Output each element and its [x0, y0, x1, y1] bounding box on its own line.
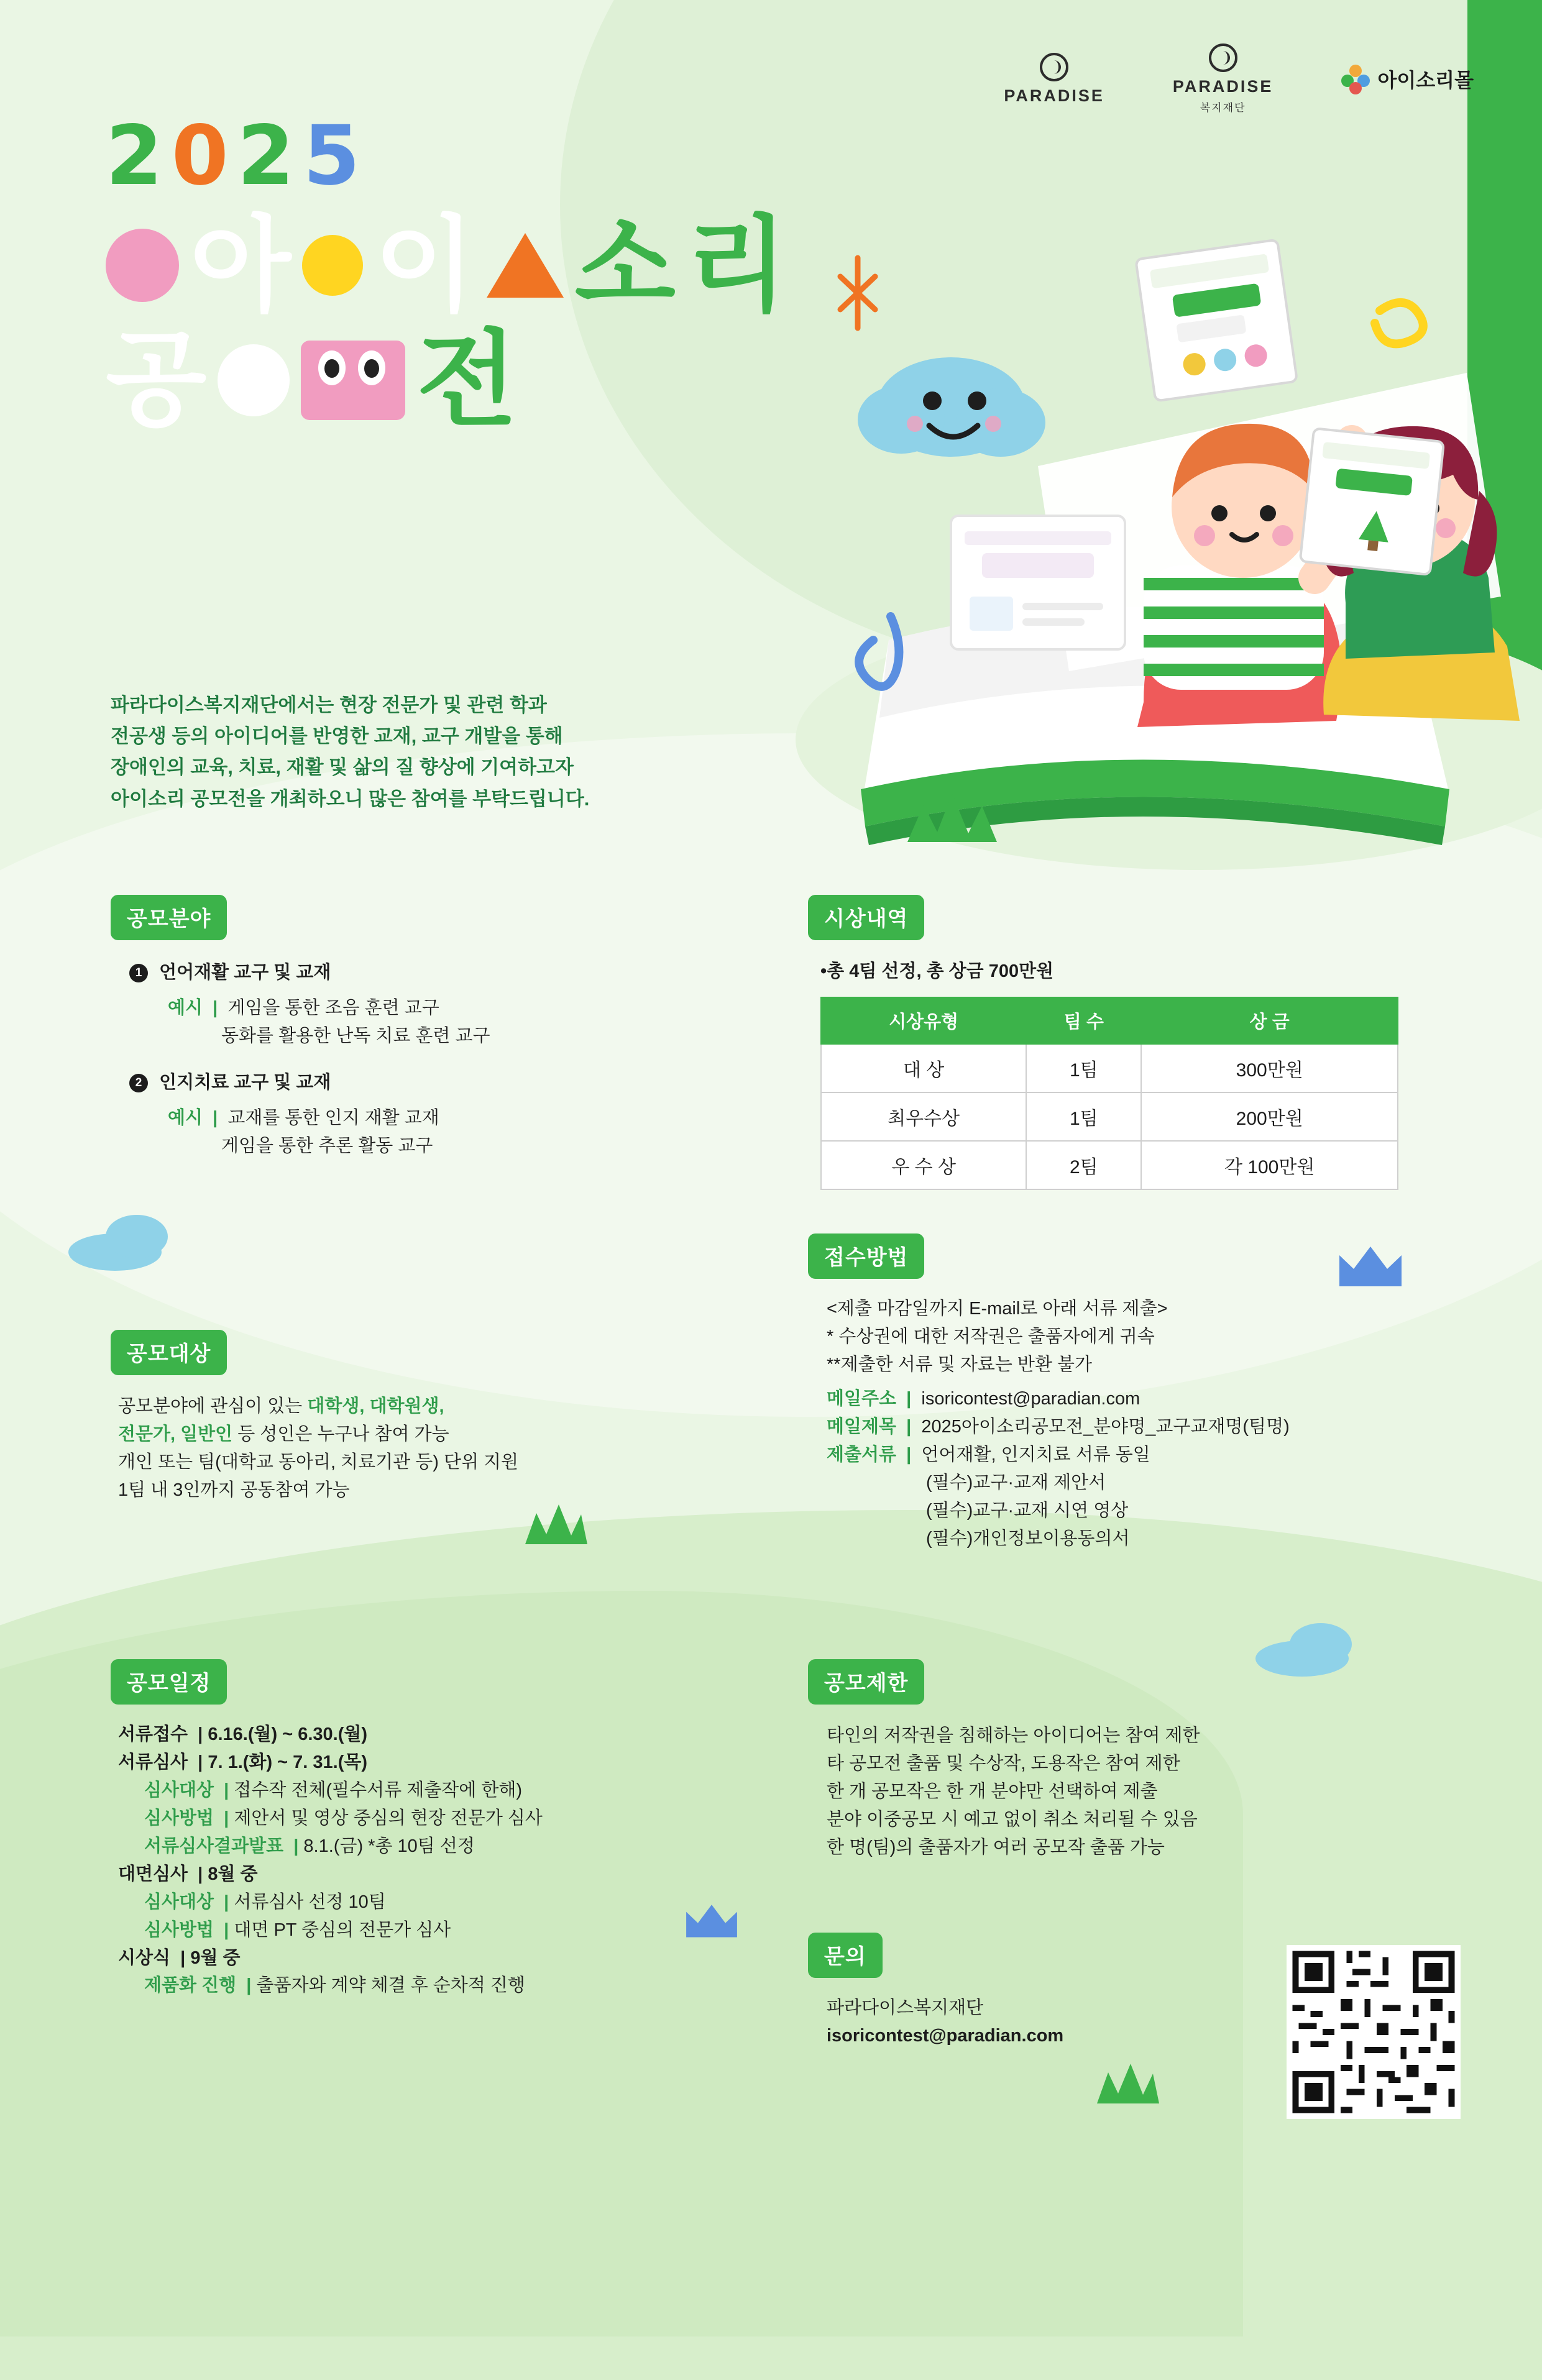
schedule-row: 시상식 | 9월 중 — [118, 1947, 241, 1968]
intro-line-1: 파라다이스복지재단에서는 현장 전문가 및 관련 학과 — [111, 694, 547, 716]
title-deco-eyes — [301, 341, 405, 420]
field-item-2-example-2: 게임을 통한 추론 활동 교구 — [221, 1135, 433, 1156]
prize-note: •총 4팀 선정, 총 상금 700만원 — [820, 961, 1054, 981]
schedule-row: 심사대상 | 서류심사 선정 10팀 — [144, 1892, 386, 1912]
grass-decoration-2 — [1094, 2063, 1162, 2107]
field-item-1: 1 언어재활 교구 및 교재 예시 | 게임을 통한 조음 훈련 교구 동화를 활용한 난독 치료 훈련 교구 — [129, 959, 763, 1050]
target-line-4: 1팀 내 3인까지 공동참여 가능 — [118, 1480, 350, 1500]
logo-paradise — [1004, 53, 1104, 106]
field-item-2: 2 인지치료 교구 및 교재 예시 | 교재를 통한 인지 재활 교재 게임을 통한 추론 활동 교구 — [129, 1069, 763, 1160]
schedule-row-key: 심사대상 — [144, 1892, 214, 1912]
schedule-row: 서류심사결과발표 | 8.1.(금) *총 10팀 선정 — [144, 1836, 475, 1856]
apply-doc-2: (필수)교구·교재 시연 영상 — [926, 1500, 1129, 1521]
schedule-row: 대면심사 | 8월 중 — [118, 1864, 258, 1884]
schedule-row-value: 서류심사 선정 10팀 — [234, 1892, 386, 1912]
logo-isorimall-label: 아이소리몰 — [1377, 69, 1474, 91]
intro-line-3: 장애인의 교육, 치료, 재활 및 삶의 질 향상에 기여하고자 — [111, 756, 574, 779]
schedule-row-key: 시상식 — [118, 1947, 171, 1968]
children-reading-illustration — [746, 168, 1529, 889]
target-line-2 — [118, 1421, 763, 1449]
section-target — [111, 1330, 763, 1504]
title-line-2: 공 전 — [106, 321, 518, 439]
target-line-2-post: 등 성인은 누구나 참여 가능 — [232, 1424, 449, 1444]
intro-line-2: 전공생 등의 아이디어를 반영한 교재, 교구 개발을 통해 — [111, 725, 563, 748]
apply-subject-value: 2025아이소리공모전_분야명_교구교재명(팀명) — [921, 1416, 1290, 1437]
prize-col-amount: 상 금 — [1141, 997, 1398, 1044]
poster-title — [106, 108, 788, 439]
logo-paradise-welfare-sub: 복지재단 — [1200, 102, 1246, 114]
schedule-row-value: 9월 중 — [190, 1947, 241, 1968]
prize-cell-type: 대 상 — [821, 1044, 1026, 1092]
qr-code[interactable] — [1287, 1945, 1461, 2119]
section-prize — [808, 895, 1461, 1190]
intro-paragraph — [111, 690, 589, 815]
field-item-1-example-2: 동화를 활용한 난독 치료 훈련 교구 — [221, 1025, 490, 1046]
title-year: 2 0 2 5 — [106, 108, 360, 204]
schedule-row-value: 출품자와 계약 체결 후 순차적 진행 — [256, 1975, 525, 1996]
target-line-3: 개인 또는 팀(대학교 동아리, 치료기관 등) 단위 지원 — [118, 1452, 519, 1472]
section-contact-label: 문의 — [808, 1933, 883, 1978]
schedule-row: 서류심사 | 7. 1.(화) ~ 7. 31.(목) — [118, 1752, 368, 1772]
table-row — [821, 1044, 1398, 1092]
field-item-1-title: 언어재활 교구 및 교재 — [159, 963, 331, 982]
prize-table — [820, 997, 1398, 1190]
section-schedule-label: 공모일정 — [111, 1659, 227, 1705]
section-schedule — [111, 1659, 813, 2000]
apply-note-2: * 수상권에 대한 저작권은 출품자에게 귀속 — [827, 1326, 1155, 1347]
isori-star-icon — [1341, 65, 1370, 93]
prize-col-teams: 팀 수 — [1026, 997, 1141, 1044]
apply-subject-row: 메일제목 | 2025아이소리공모전_분야명_교구교재명(팀명) — [827, 1416, 1290, 1437]
section-target-label: 공모대상 — [111, 1330, 227, 1375]
schedule-row-value: 8.1.(금) *총 10팀 선정 — [303, 1836, 475, 1856]
field-item-2-title: 인지치료 교구 및 교재 — [159, 1072, 331, 1092]
prize-cell-amount: 200만원 — [1141, 1092, 1398, 1141]
apply-docs-value: 언어재활, 인지치료 서류 동일 — [921, 1444, 1150, 1465]
restriction-line-1: 타인의 저작권을 침해하는 아이디어는 참여 제한 — [827, 1726, 1200, 1746]
section-restriction-label: 공모제한 — [808, 1659, 924, 1705]
schedule-row-key: 서류접수 — [118, 1724, 188, 1744]
apply-docs-row: 제출서류 | 언어재활, 인지치료 서류 동일 — [827, 1444, 1150, 1465]
contact-email[interactable]: isoricontest@paradian.com — [827, 2025, 1064, 2046]
prize-cell-teams: 2팀 — [1026, 1141, 1141, 1189]
paradise-welfare-mark-icon — [1209, 43, 1237, 72]
field-item-1-number: 1 — [129, 964, 148, 982]
intro-line-4: 아이소리 공모전을 개최하오니 많은 참여를 부탁드립니다. — [111, 787, 590, 810]
schedule-row-key: 서류심사결과발표 — [144, 1836, 284, 1856]
title-line-1: 아 이 소 리 — [106, 211, 787, 320]
schedule-row-key: 제품화 진행 — [144, 1975, 237, 1996]
section-field-label: 공모분야 — [111, 895, 227, 940]
prize-cell-amount: 각 100만원 — [1141, 1141, 1398, 1189]
title-deco-pink-dot — [106, 229, 179, 302]
field-item-1-example-1: 게임을 통한 조음 훈련 교구 — [227, 997, 439, 1018]
apply-docs-key: 제출서류 — [827, 1444, 897, 1465]
schedule-row-key: 심사방법 — [144, 1808, 214, 1828]
section-contact — [808, 1933, 1367, 2050]
title-deco-yellow-dot — [302, 235, 363, 296]
field-item-1-example-label: 예시 — [168, 997, 203, 1018]
schedule-row: 제품화 진행 | 출품자와 계약 체결 후 순차적 진행 — [144, 1975, 525, 1996]
grass-decoration-1 — [522, 1504, 590, 1547]
logo-paradise-welfare-label: PARADISE — [1172, 77, 1274, 96]
logo-paradise-welfare — [1173, 43, 1274, 114]
schedule-row-key: 심사방법 — [144, 1920, 214, 1940]
cloud-decoration-left-2 — [106, 1215, 168, 1258]
schedule-row: 심사대상 | 접수작 전체(필수서류 제출작에 한해) — [144, 1780, 523, 1800]
section-field — [111, 895, 763, 1160]
schedule-row-key: 심사대상 — [144, 1780, 214, 1800]
logo-isorimall — [1341, 65, 1474, 93]
title-deco-orange-triangle — [487, 233, 564, 298]
schedule-row-value: 6.16.(월) ~ 6.30.(월) — [208, 1724, 368, 1744]
table-row — [821, 1141, 1398, 1189]
table-row — [821, 1092, 1398, 1141]
restriction-line-3: 한 개 공모작은 한 개 분야만 선택하여 제출 — [827, 1781, 1158, 1801]
schedule-row: 서류접수 | 6.16.(월) ~ 6.30.(월) — [118, 1724, 368, 1744]
schedule-row-key: 서류심사 — [118, 1752, 188, 1772]
schedule-row-value: 대면 PT 중심의 전문가 심사 — [234, 1920, 451, 1940]
target-line-2-green: 전문가, 일반인 — [118, 1424, 233, 1444]
schedule-row: 심사방법 | 제안서 및 영상 중심의 현장 전문가 심사 — [144, 1808, 543, 1828]
section-prize-label: 시상내역 — [808, 895, 924, 940]
target-line-1-green: 대학생, 대학원생, — [307, 1396, 444, 1416]
logo-paradise-label: PARADISE — [1004, 86, 1104, 105]
apply-doc-3: (필수)개인정보이용동의서 — [926, 1528, 1130, 1549]
section-apply — [808, 1233, 1492, 1552]
title-deco-white-circle — [218, 344, 290, 416]
apply-email-value[interactable]: isoricontest@paradian.com — [921, 1388, 1140, 1409]
field-item-2-example-1: 교재를 통한 인지 재활 교재 — [227, 1107, 439, 1128]
logo-row — [1004, 43, 1474, 114]
schedule-row-key: 대면심사 — [118, 1864, 188, 1884]
prize-cell-teams: 1팀 — [1026, 1092, 1141, 1141]
field-item-2-number: 2 — [129, 1074, 148, 1092]
schedule-row-value: 접수작 전체(필수서류 제출작에 한해) — [234, 1780, 523, 1800]
prize-cell-type: 우 수 상 — [821, 1141, 1026, 1189]
target-line-1 — [118, 1393, 763, 1421]
apply-note-3: **제출한 서류 및 자료는 반환 불가 — [827, 1354, 1093, 1375]
apply-email-key: 메일주소 — [827, 1388, 897, 1409]
contact-org: 파라다이스복지재단 — [827, 1998, 984, 2018]
prize-table-header-row — [821, 997, 1398, 1044]
section-apply-label: 접수방법 — [808, 1233, 924, 1279]
restriction-line-4: 분야 이중공모 시 예고 없이 취소 처리될 수 있음 — [827, 1809, 1198, 1829]
paradise-mark-icon — [1040, 53, 1068, 81]
schedule-row: 심사방법 | 대면 PT 중심의 전문가 심사 — [144, 1920, 451, 1940]
apply-email-row: 메일주소 | isoricontest@paradian.com — [827, 1388, 1140, 1409]
apply-note-1: <제출 마감일까지 E-mail로 아래 서류 제출> — [827, 1299, 1168, 1319]
schedule-row-value: 7. 1.(화) ~ 7. 31.(목) — [208, 1752, 368, 1772]
restriction-line-2: 타 공모전 출품 및 수상작, 도용작은 참여 제한 — [827, 1753, 1180, 1774]
apply-doc-1: (필수)교구·교재 제안서 — [926, 1472, 1106, 1493]
prize-cell-type: 최우수상 — [821, 1092, 1026, 1141]
schedule-row-value: 제안서 및 영상 중심의 현장 전문가 심사 — [234, 1808, 543, 1828]
prize-cell-amount: 300만원 — [1141, 1044, 1398, 1092]
restriction-line-5: 한 명(팀)의 출품자가 여러 공모작 출품 가능 — [827, 1837, 1165, 1857]
apply-subject-key: 메일제목 — [827, 1416, 897, 1437]
prize-cell-teams: 1팀 — [1026, 1044, 1141, 1092]
target-line-1-pre: 공모분야에 관심이 있는 — [118, 1396, 308, 1416]
field-item-2-example-label: 예시 — [168, 1107, 203, 1128]
section-restriction — [808, 1659, 1492, 1862]
schedule-row-value: 8월 중 — [208, 1864, 258, 1884]
prize-col-type: 시상유형 — [821, 997, 1026, 1044]
